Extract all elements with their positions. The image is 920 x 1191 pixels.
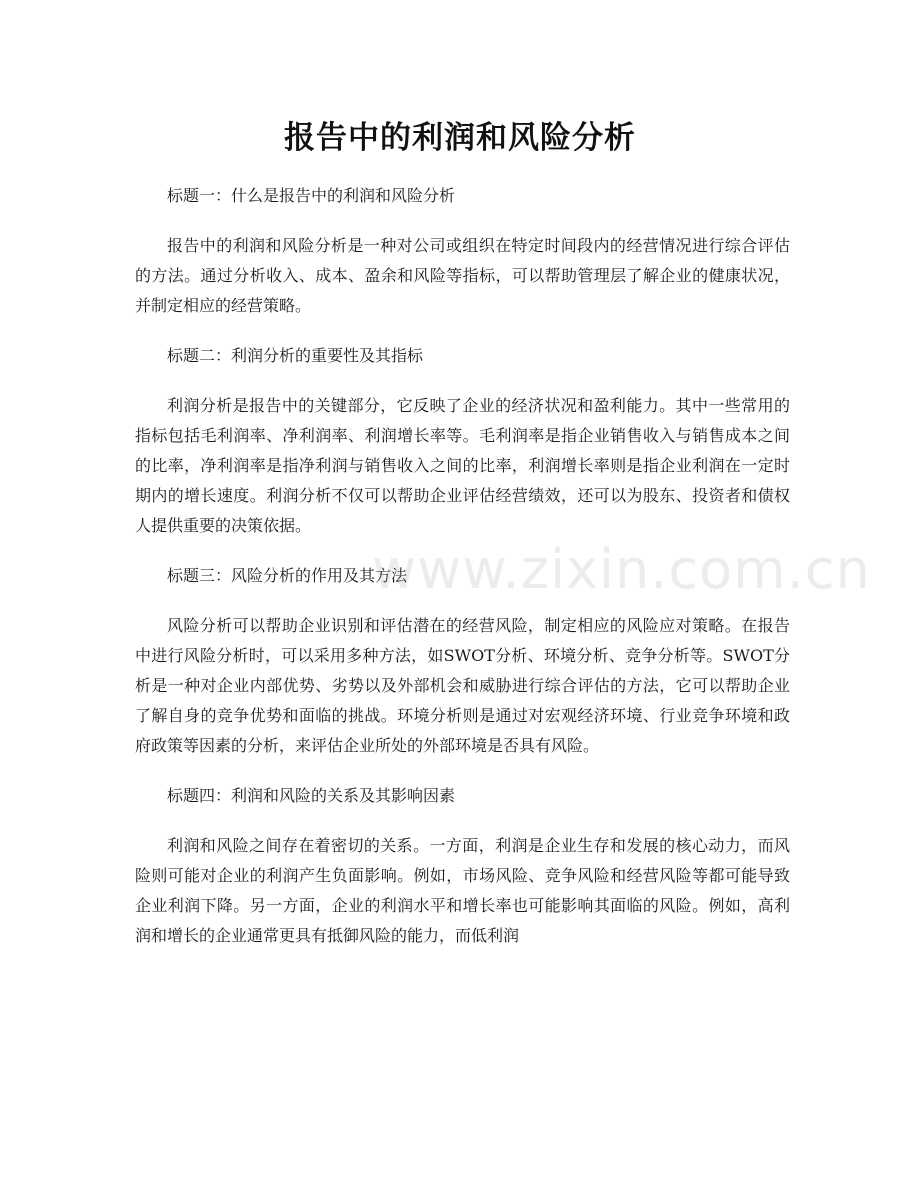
section-paragraph-2: 利润分析是报告中的关键部分，它反映了企业的经济状况和盈利能力。其中一些常用的指标包括毛利润率、净利润率、利润增长率等。毛利润率是指企业销售收入与销售成本之间的比率，净利润率是指净利润与销售收入之间的比率，利润增长率则是指企业利润在一定时期内的增长速度。利润分析不仅可以帮助企业评估经营绩效，还可以为股东、投资者和债权人提供重要的决策依据。: [135, 396, 790, 535]
watermark: www.zixin.com.cn: [372, 538, 871, 601]
section-paragraph-1: 报告中的利润和风险分析是一种对公司或组织在特定时间段内的经营情况进行综合评估的方法。通过分析收入、成本、盈余和风险等指标，可以帮助管理层了解企业的健康状况，并制定相应的经营策略。: [135, 236, 790, 315]
section-heading-2: 标题二：利润分析的重要性及其指标: [167, 346, 424, 365]
section-paragraph-3: 风险分析可以帮助企业识别和评估潜在的经营风险，制定相应的风险应对策略。在报告中进行风险分析时，可以采用多种方法，如SWOT分析、环境分析、竞争分析等。SWOT分析是一种对企业内部优势、劣势以及外部机会和威胁进行综合评估的方法，它可以帮助企业了解自身的竞争优势和面临的挑战。环境分析则是通过对宏观经济环境、行业竞争环境和政府政策等因素的分析，来评估企业所处的外部环境是否具有风险。: [135, 616, 790, 755]
section-heading-3: 标题三：风险分析的作用及其方法: [167, 566, 408, 585]
section-paragraph-4: 利润和风险之间存在着密切的关系。一方面，利润是企业生存和发展的核心动力，而风险则可能对企业的利润产生负面影响。例如，市场风险、竞争风险和经营风险等都可能导致企业利润下降。另一方面，企业的利润水平和增长率也可能影响其面临的风险。例如，高利润和增长的企业通常更具有抵御风险的能力，而低利润: [135, 836, 790, 945]
document-body: [135, 181, 790, 971]
page-title: 报告中的利润和风险分析: [284, 120, 636, 156]
section-heading-1: 标题一：什么是报告中的利润和风险分析: [167, 186, 456, 205]
section-heading-4: 标题四：利润和风险的关系及其影响因素: [167, 786, 456, 805]
